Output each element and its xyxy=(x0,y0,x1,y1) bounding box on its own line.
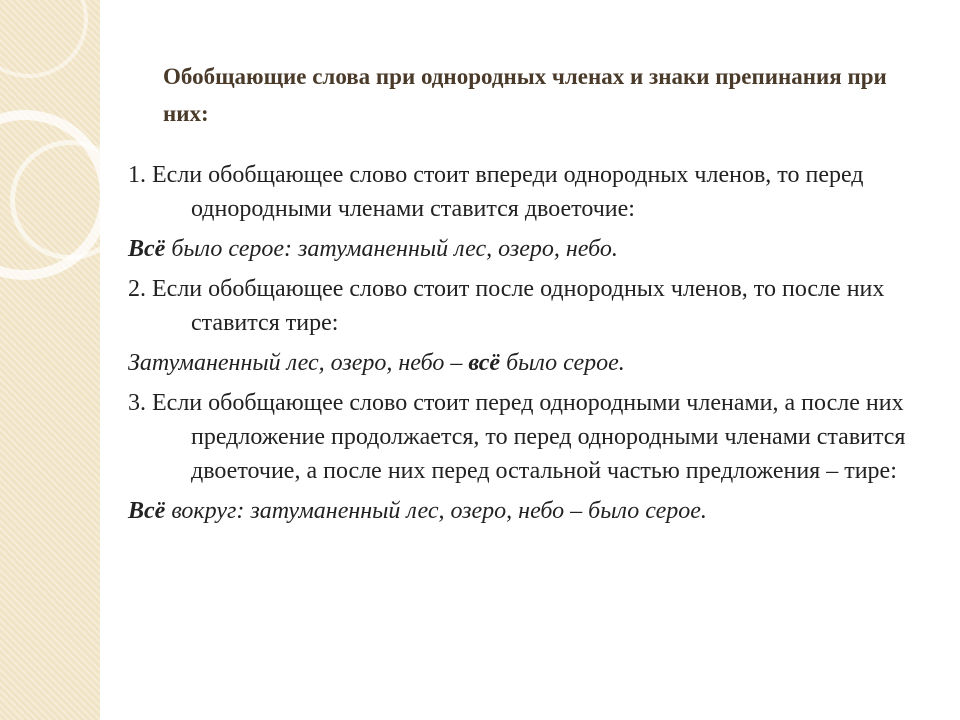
rule-item-1 xyxy=(128,158,928,226)
rule-text: Если обобщающее слово стоит перед однородными членами, а после них предложение продолжается, то перед однородными членами ставится двоеточие, а после них перед остальной частью предложения – тире: xyxy=(152,390,906,484)
rule-number: 3. xyxy=(128,390,146,416)
example-bold: Всё xyxy=(128,236,166,262)
rule-item-3 xyxy=(128,386,928,488)
sidebar-edge xyxy=(100,0,107,720)
example-bold: Всё xyxy=(128,498,166,524)
decorative-sidebar xyxy=(0,0,107,720)
example-2 xyxy=(128,346,928,380)
decorative-ring xyxy=(0,0,88,78)
example-3 xyxy=(128,494,928,528)
example-1 xyxy=(128,232,928,266)
rule-number: 2. xyxy=(128,276,146,302)
rule-text: Если обобщающее слово стоит после однородных членов, то после них ставится тире: xyxy=(152,276,885,336)
example-text: было серое: затуманенный лес, озеро, небо. xyxy=(165,236,618,262)
rule-text: Если обобщающее слово стоит впереди однородных членов, то перед однородными членами ставится двоеточие: xyxy=(152,162,864,222)
example-text: Затуманенный лес, озеро, небо – xyxy=(128,350,469,376)
rule-number: 1. xyxy=(128,162,146,188)
slide-content xyxy=(128,158,928,534)
example-text: было серое. xyxy=(500,350,625,376)
rule-item-2 xyxy=(128,272,928,340)
example-text: вокруг: затуманенный лес, озеро, небо – было серое. xyxy=(165,498,707,524)
example-bold: всё xyxy=(468,350,501,376)
slide-title: Обобщающие слова при однородных членах и знаки препинания при них: xyxy=(163,64,887,126)
